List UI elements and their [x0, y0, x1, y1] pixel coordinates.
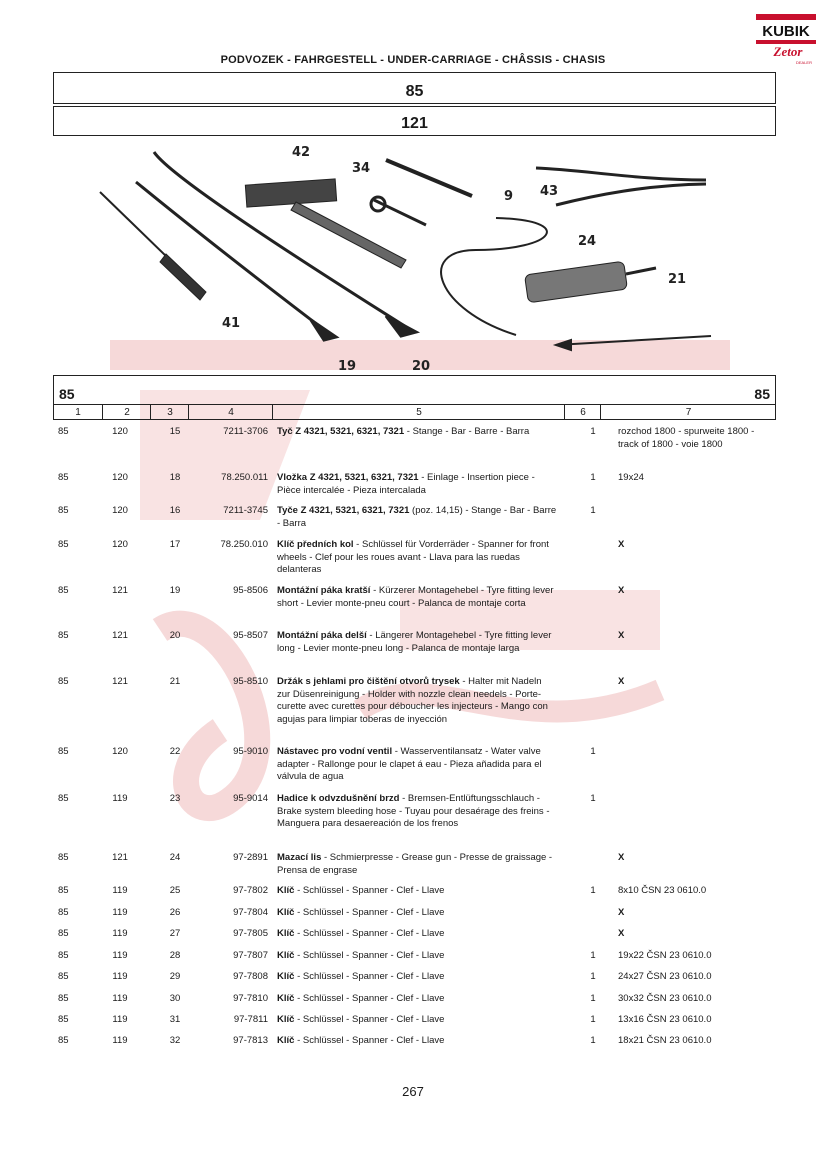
cell-mark: X [618, 630, 625, 641]
cell-quantity: 1 [590, 950, 596, 961]
cell-group: 85 [58, 993, 69, 1004]
part-translations: - Schlüssel - Spanner - Clef - Llave [294, 1014, 445, 1025]
cell-quantity: 1 [590, 971, 596, 982]
cell-description [277, 928, 557, 941]
cell-position: 25 [169, 885, 181, 896]
page-number: 267 [402, 1084, 424, 1099]
callout-41: 41 [222, 316, 241, 331]
column-header-7: 7 [600, 405, 776, 420]
column-header-1: 1 [75, 407, 81, 418]
callout-21: 21 [668, 272, 687, 287]
part-translations: - Einlage - Insertion piece - Pièce intercalée - Pieza intercalada [277, 472, 535, 496]
part-name: Klíč [277, 993, 295, 1004]
part-name: Klíč [277, 907, 295, 918]
cell-description [277, 676, 557, 726]
cell-position: 32 [169, 1035, 181, 1046]
part-name: Mazací lis [277, 852, 322, 863]
screwdriver-part-41 [100, 192, 206, 300]
cell-subgroup: 119 [112, 928, 128, 939]
callout-19: 19 [338, 359, 357, 374]
cell-quantity: 1 [590, 426, 596, 437]
cell-position: 24 [169, 852, 181, 863]
part-translations: - Bremsen-Entlüftungsschlauch - Brake system bleeding hose - Tuyau pour desaérage des freins - Manguera para desaereación de los frenos [277, 793, 550, 829]
cell-subgroup: 119 [112, 1014, 128, 1025]
cell-part-number: 7211-3745 [223, 505, 268, 516]
column-header-4: 4 [188, 405, 273, 420]
group-number: 85 [405, 83, 424, 100]
subgroup-number-box [53, 106, 776, 136]
cell-mark: X [618, 539, 625, 550]
cell-position: 29 [169, 971, 181, 982]
cell-position: 28 [169, 950, 181, 961]
cell-part-number: 97-7802 [233, 885, 268, 896]
pliers-part-43 [536, 168, 706, 205]
cell-mark: X [618, 676, 625, 687]
cell-subgroup: 119 [112, 885, 128, 896]
callout-42: 42 [292, 145, 311, 160]
callout-43: 43 [540, 184, 559, 199]
cell-group: 85 [58, 928, 69, 939]
cell-description [277, 1014, 557, 1027]
part-name: Klíč [277, 1014, 295, 1025]
cell-note: 8x10 ČSN 23 0610.0 [618, 885, 707, 896]
cell-subgroup: 120 [112, 426, 128, 437]
cell-description [277, 907, 557, 920]
cell-subgroup: 120 [112, 472, 128, 483]
cell-quantity: 1 [590, 472, 596, 483]
part-translations: - Schlüssel - Spanner - Clef - Llave [294, 1035, 445, 1046]
cell-description [277, 426, 557, 439]
callout-9: 9 [504, 189, 514, 204]
logo-sub-text: Zetor [773, 44, 803, 59]
part-translations: - Schlüssel - Spanner - Clef - Llave [294, 907, 445, 918]
cell-group: 85 [58, 426, 69, 437]
part-name: Klíč [277, 885, 295, 896]
cell-mark: X [618, 907, 625, 918]
cell-description [277, 993, 557, 1006]
part-translations: (poz. 14,15) - Stange - Bar - Barre - Barra [277, 505, 557, 529]
cell-group: 85 [58, 1014, 69, 1025]
cell-subgroup: 119 [112, 950, 128, 961]
cell-subgroup: 121 [112, 585, 128, 596]
part-translations: - Schlüssel - Spanner - Clef - Llave [294, 971, 445, 982]
part-translations: - Schlüssel für Vorderräder - Spanner for front wheels - Clef pour les roues avant - Llava para las ruedas delanteras [277, 539, 549, 575]
cell-subgroup: 121 [112, 852, 128, 863]
cell-description [277, 539, 557, 577]
part-translations: - Längerer Montagehebel - Tyre fitting lever long - Levier monte-pneu long - Palanca de montaje larga [277, 630, 552, 654]
cell-description [277, 505, 557, 530]
cell-group: 85 [58, 852, 69, 863]
tools-illustration [56, 140, 776, 375]
cell-note: 30x32 ČSN 23 0610.0 [618, 993, 712, 1004]
cell-quantity: 1 [590, 1014, 596, 1025]
cell-description [277, 472, 557, 497]
grease-gun-part-24 [525, 261, 656, 303]
part-name: Klíč [277, 1035, 295, 1046]
part-name: Nástavec pro vodní ventil [277, 746, 393, 757]
cell-part-number: 97-7807 [233, 950, 268, 961]
cell-position: 21 [169, 676, 181, 687]
cell-description [277, 971, 557, 984]
parts-table-header [53, 375, 776, 420]
cell-subgroup: 119 [112, 993, 128, 1004]
cell-description [277, 852, 557, 877]
group-number-box [53, 72, 776, 104]
part-name: Vložka Z 4321, 5321, 6321, 7321 [277, 472, 419, 483]
column-number-row [54, 404, 775, 420]
page-title: PODVOZEK - FAHRGESTELL - UNDER-CARRIAGE - CHÂSSIS - CHASIS [220, 54, 606, 66]
cell-part-number: 97-7808 [233, 971, 268, 982]
cell-part-number: 97-7811 [233, 1014, 268, 1025]
cell-group: 85 [58, 676, 69, 687]
group-label-left: 85 [59, 386, 75, 402]
cell-part-number: 97-7805 [233, 928, 268, 939]
cell-subgroup: 120 [112, 539, 128, 550]
cell-part-number: 95-8510 [233, 676, 268, 687]
part-name: Tyče Z 4321, 5321, 6321, 7321 [277, 505, 410, 516]
cell-description [277, 1035, 557, 1048]
cell-group: 85 [58, 950, 69, 961]
part-name: Klíč předních kol [277, 539, 354, 550]
cell-group: 85 [58, 630, 69, 641]
logo-brand-text: KUBIK [762, 23, 810, 40]
cell-position: 19 [169, 585, 181, 596]
cell-part-number: 97-7810 [233, 993, 268, 1004]
cell-position: 20 [169, 630, 181, 641]
needle-holder-part-21 [556, 336, 711, 350]
cell-group: 85 [58, 885, 69, 896]
cell-note: 18x21 ČSN 23 0610.0 [618, 1035, 712, 1046]
cell-position: 23 [169, 793, 181, 804]
cell-note: 24x27 ČSN 23 0610.0 [618, 971, 712, 982]
cell-part-number: 95-9014 [233, 793, 268, 804]
part-translations: - Schlüssel - Spanner - Clef - Llave [294, 885, 445, 896]
cell-position: 26 [169, 907, 181, 918]
part-translations: - Schmierpresse - Grease gun - Presse de graissage - Prensa de engrase [277, 852, 553, 876]
cell-group: 85 [58, 746, 69, 757]
cell-note: rozchod 1800 - spurweite 1800 - track of 1800 - voie 1800 [618, 426, 755, 450]
part-name: Držák s jehlami pro čištění otvorů trysek [277, 676, 460, 687]
cell-subgroup: 119 [112, 793, 128, 804]
cell-position: 18 [169, 472, 181, 483]
cell-position: 16 [169, 505, 181, 516]
cell-note: 19x22 ČSN 23 0610.0 [618, 950, 712, 961]
cell-group: 85 [58, 472, 69, 483]
cell-subgroup: 121 [112, 676, 128, 687]
cell-subgroup: 119 [112, 907, 128, 918]
bar-part [386, 160, 472, 196]
cell-position: 27 [169, 928, 181, 939]
cell-quantity: 1 [590, 1035, 596, 1046]
part-name: Klíč [277, 950, 295, 961]
cell-group: 85 [58, 971, 69, 982]
cell-part-number: 78.250.011 [221, 472, 268, 483]
group-label-right: 85 [754, 386, 770, 402]
subgroup-number: 121 [401, 115, 428, 132]
part-translations: - Schlüssel - Spanner - Clef - Llave [294, 928, 445, 939]
cell-subgroup: 120 [112, 746, 128, 757]
part-translations: - Kürzerer Montagehebel - Tyre fitting lever short - Levier monte-pneu court - Palanca de montaje corta [277, 585, 554, 609]
cell-group: 85 [58, 907, 69, 918]
part-name: Montážní páka delší [277, 630, 367, 641]
callout-34: 34 [352, 161, 371, 176]
cell-quantity: 1 [590, 746, 596, 757]
cell-subgroup: 119 [112, 971, 128, 982]
logo-dealer-text: DEALER [795, 60, 813, 65]
cell-part-number: 97-7813 [233, 1035, 268, 1046]
cell-group: 85 [58, 505, 69, 516]
column-header-6: 6 [564, 405, 601, 420]
cell-quantity: 1 [590, 793, 596, 804]
callout-24: 24 [578, 234, 597, 249]
hammer-part-42 [245, 179, 406, 268]
cell-group: 85 [58, 1035, 69, 1046]
cell-mark: X [618, 585, 625, 596]
wrench-part-34 [371, 197, 426, 225]
column-header-3: 3 [150, 405, 189, 420]
cell-part-number: 95-8506 [233, 585, 268, 596]
cell-part-number: 95-9010 [233, 746, 268, 757]
cell-quantity: 1 [590, 505, 596, 516]
cell-part-number: 97-2891 [233, 852, 268, 863]
cell-group: 85 [58, 793, 69, 804]
cell-subgroup: 119 [112, 1035, 128, 1046]
cell-part-number: 78.250.010 [220, 539, 268, 550]
part-translations: - Stange - Bar - Barre - Barra [404, 426, 530, 437]
part-translations: - Schlüssel - Spanner - Clef - Llave [294, 950, 445, 961]
cell-position: 30 [169, 993, 181, 1004]
cell-subgroup: 120 [112, 505, 128, 516]
part-name: Montážní páka kratší [277, 585, 371, 596]
cell-position: 17 [169, 539, 181, 550]
cell-group: 85 [58, 585, 69, 596]
cell-subgroup: 121 [112, 630, 128, 641]
part-name: Klíč [277, 928, 295, 939]
cell-group: 85 [58, 539, 69, 550]
cell-position: 22 [169, 746, 181, 757]
cell-description [277, 746, 557, 784]
part-translations: - Halter mit Nadeln zur Düsenreinigung - Holder with nozzle clean needels - Porte-curette avec curettes pour déboucher les injecteurs - Mango con agujas para limpiar toberas de inyección [277, 676, 548, 725]
cell-description [277, 585, 557, 610]
cell-mark: X [618, 928, 625, 939]
part-name: Tyč Z 4321, 5321, 6321, 7321 [277, 426, 405, 437]
cell-quantity: 1 [590, 885, 596, 896]
cell-mark: X [618, 852, 625, 863]
part-name: Hadice k odvzdušnění brzd [277, 793, 400, 804]
part-name: Klíč [277, 971, 295, 982]
cell-part-number: 7211-3706 [223, 426, 268, 437]
part-translations: - Schlüssel - Spanner - Clef - Llave [294, 993, 445, 1004]
cell-description [277, 793, 557, 831]
cell-description [277, 950, 557, 963]
cell-description [277, 630, 557, 655]
cell-part-number: 95-8507 [233, 630, 268, 641]
callout-20: 20 [412, 359, 431, 374]
cell-part-number: 97-7804 [233, 907, 268, 918]
column-header-2: 2 [102, 405, 151, 420]
cell-position: 15 [169, 426, 181, 437]
cell-position: 31 [169, 1014, 181, 1025]
part-translations: - Wasserventilansatz - Water valve adapter - Rallonge pour le clapet á eau - Pieza añadida para el válvula de agua [277, 746, 542, 782]
cell-note: 13x16 ČSN 23 0610.0 [618, 1014, 712, 1025]
column-header-5: 5 [272, 405, 565, 420]
cell-quantity: 1 [590, 993, 596, 1004]
cell-note: 19x24 [618, 472, 644, 483]
cell-description [277, 885, 557, 898]
